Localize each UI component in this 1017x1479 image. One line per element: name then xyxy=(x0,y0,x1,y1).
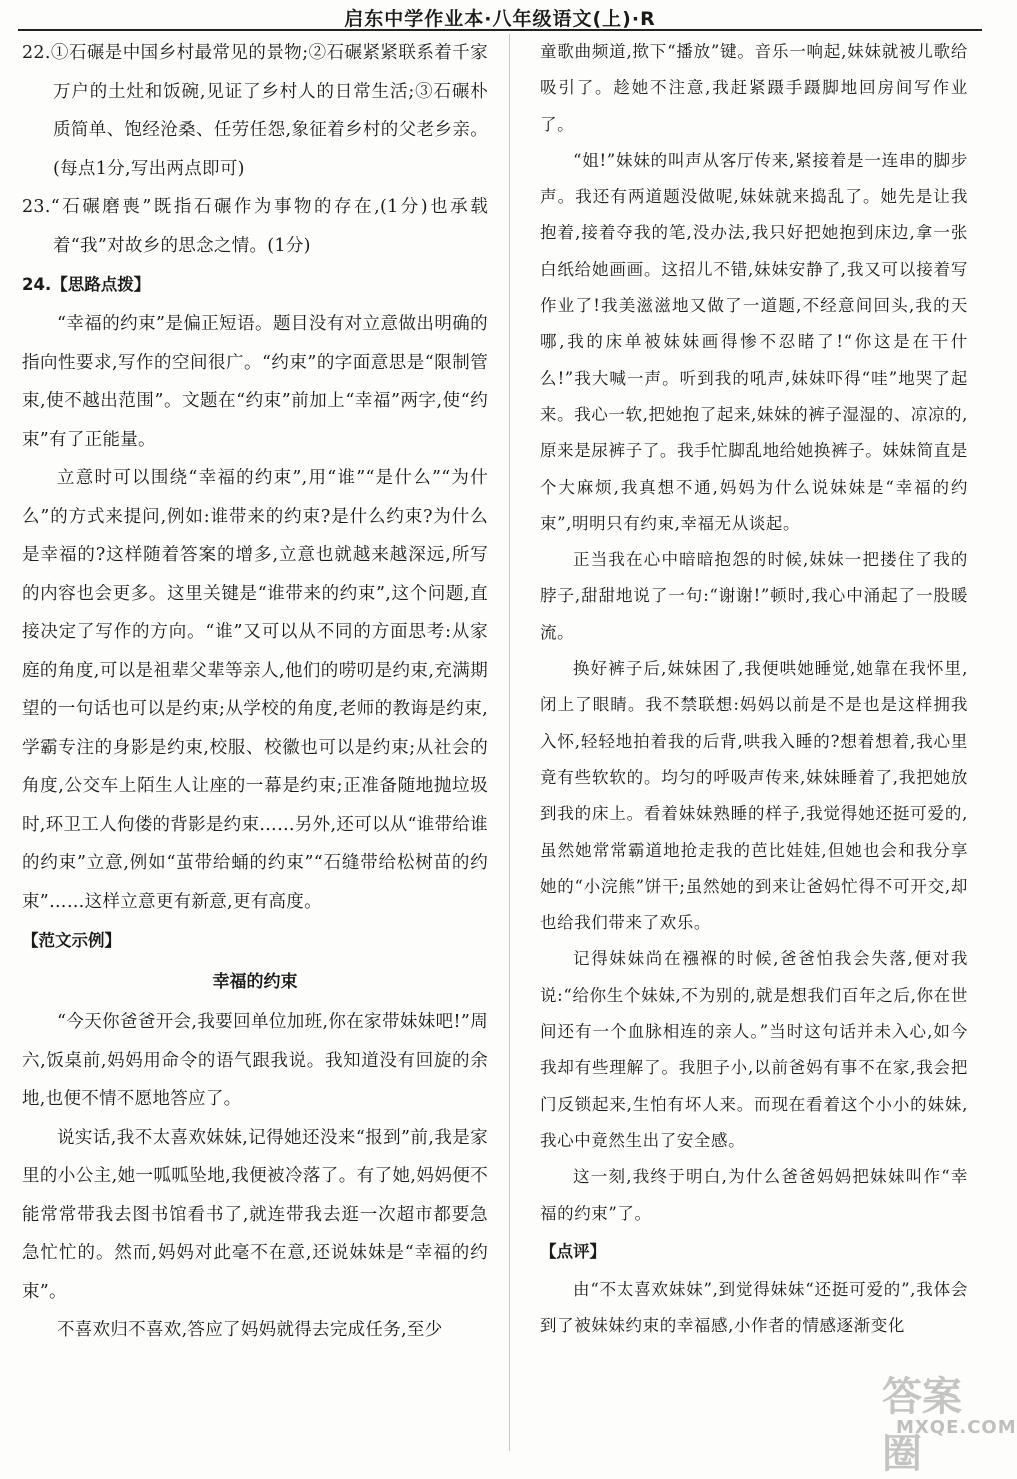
hint-paragraph-1: “幸福的约束”是偏正短语。题目没有对立意做出明确的指向性要求,写作的空间很广。“约束”的字面意思是“限制管束,使不越出范围”。文题在“约束”前加上“幸福”两字,使“约束”有了正能量。 xyxy=(22,314,488,450)
sample-essay-label: 【范文示例】 xyxy=(22,931,121,950)
header-title: 启东中学作业本·八年级语文(上)·R xyxy=(344,8,656,30)
essay-paragraph-8: 这一刻,我终于明白,为什么爸爸妈妈把妹妹叫作“幸福的约束”了。 xyxy=(540,1167,968,1223)
header-rule xyxy=(18,29,982,31)
page-header xyxy=(0,0,1000,30)
answer-23: 23.“石碾磨喪”既指石碾作为事物的存在,(1分)也承载着“我”对故乡的思念之情。(1分) xyxy=(22,197,488,256)
watermark-logo xyxy=(882,1365,1017,1477)
essay-paragraph-3: 不喜欢归不喜欢,答应了妈妈就得去完成任务,至少 xyxy=(57,1320,443,1340)
answer-22: 22.①石碾是中国乡村最常见的景物;②石碾紧紧联系着千家万户的土灶和饭碗,见证了乡村人的日常生活;③石碾朴质简单、饱经沧桑、任劳任怨,象征着乡村的父老乡亲。(每点1分,写出两点即可) xyxy=(22,43,488,179)
left-column xyxy=(22,34,488,1350)
essay-title: 幸福的约束 xyxy=(212,972,298,992)
watermark-sub-text: MXQE.COM xyxy=(896,1417,1017,1438)
essay-paragraph-5: 正当我在心中暗暗抱怨的时候,妹妹一把搂住了我的脖子,甜甜地说了一句:“谢谢!”顿时,我心中涌起了一股暖流。 xyxy=(540,550,968,642)
essay-paragraph-1: “今天你爸爸开会,我要回单位加班,你在家带妹妹吧!”周六,饭桌前,妈妈用命令的语气跟我说。我知道没有回旋的余地,也便不情不愿地答应了。 xyxy=(22,1012,488,1109)
comment-label: 【点评】 xyxy=(540,1241,606,1261)
essay-paragraph-6: 换好裤子后,妹妹困了,我便哄她睡觉,她靠在我怀里,闭上了眼睛。我不禁联想:妈妈以前是不是也是这样拥我入怀,轻轻地拍着我的后背,哄我入睡的?想着想着,我心里竟有些软软的。均匀的呼吸声传来,妹妹睡着了,我把她放到我的床上。看着妹妹熟睡的样子,我觉得她还挺可爱的,虽然她常常霸道地抢走我的芭比娃娃,但她也会和我分享她的“小浣熊”饼干;虽然她的到来让爸妈忙得不可开交,却也给我们带来了欢乐。 xyxy=(540,659,968,933)
answer-24-label: 24.【思路点拨】 xyxy=(22,275,151,294)
comment-paragraph: 由“不太喜欢妹妹”,到觉得妹妹“还挺可爱的”,我体会到了被妹妹约束的幸福感,小作者的情感逐渐变化 xyxy=(540,1279,968,1336)
essay-continuation: 童歌曲频道,揿下“播放”键。音乐一响起,妹妹就被儿歌给吸引了。趁她不注意,我赶紧蹑手蹑脚地回房间写作业了。 xyxy=(540,42,968,134)
watermark-main-text: 答案圈 xyxy=(882,1374,962,1477)
essay-paragraph-7: 记得妹妹尚在襁褓的时候,爸爸怕我会失落,便对我说:“给你生个妹妹,不为别的,就是想我们百年之后,你在世间还有一个血脉相连的亲人。”当时这句话并未入心,如今我却有些理解了。我胆子小,以前爸妈有事不在家,我会把门反锁起来,生怕有坏人来。而现在看着这个小小的妹妹,我心中竟然生出了安全感。 xyxy=(540,949,968,1150)
column-divider xyxy=(509,34,510,1451)
essay-paragraph-2: 说实话,我不太喜欢妹妹,记得她还没来“报到”前,我是家里的小公主,她一呱呱坠地,我便被冷落了。有了她,妈妈便不能常常带我去图书馆看书了,就连带我去逛一次超市都要急急忙忙的。然而,妈妈对此毫不在意,还说妹妹是“幸福的约束”。 xyxy=(22,1127,488,1302)
hint-paragraph-2: 立意时可以围绕“幸福的约束”,用“谁”“是什么”“为什么”的方式来提问,例如:谁带来的约束?是什么约束?为什么是幸福的?这样随着答案的增多,立意也就越来越深远,所写的内容也会更多。这里关键是“谁带来的约束”,这个问题,直接决定了写作的方向。“谁”又可以从不同的方面思考:从家庭的角度,可以是祖辈父辈等亲人,他们的唠叨是约束,充满期望的一句话也可以是约束;从学校的角度,老师的教诲是约束,学霸专注的身影是约束,校服、校徽也可以是约束;从社会的角度,公交车上陌生人让座的一幕是约束;正准备随地抛垃圾时,环卫工人佝偻的背影是约束……另外,还可以从“谁带给谁的约束”立意,例如“茧带给蛹的约束”“石缝带给松树苗的约束”……这样立意更有新意,更有高度。 xyxy=(22,468,488,912)
right-column xyxy=(540,34,968,1344)
essay-paragraph-4: “姐!”妹妹的叫声从客厅传来,紧接着是一连串的脚步声。我还有两道题没做呢,妹妹就来捣乱了。她先是让我抱着,接着夺我的笔,没办法,我只好把她抱到床边,拿一张白纸给她画画。这招儿不错,妹妹安静了,我又可以接着写作业了!我美滋滋地又做了一道题,不经意间回头,我的天哪,我的床单被妹妹画得惨不忍睹了!“你这是在干什么!”我大喊一声。听到我的吼声,妹妹吓得“哇”地哭了起来。我心一软,把她抱了起来,妹妹的裤子湿湿的、凉凉的,原来是尿裤子了。我手忙脚乱地给她换裤子。妹妹简直是个大麻烦,我真想不通,妈妈为什么说妹妹是“幸福的约束”,明明只有约束,幸福无从谈起。 xyxy=(540,150,968,533)
